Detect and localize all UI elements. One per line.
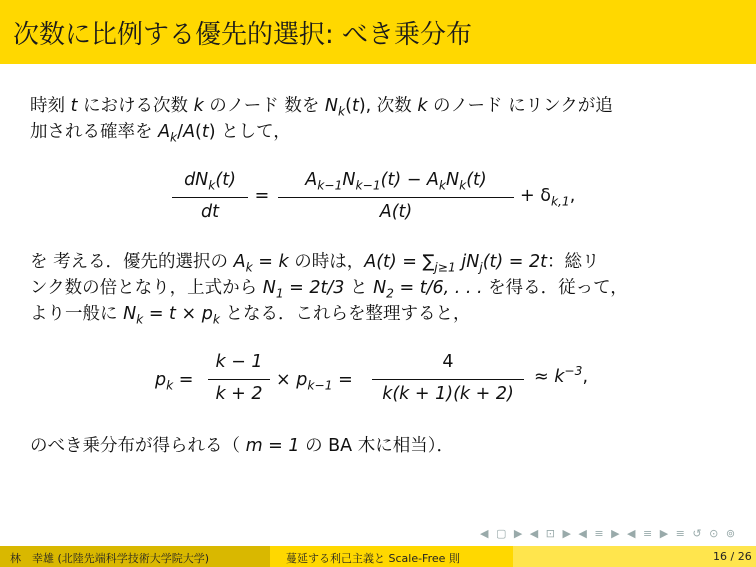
paragraph-2-line-3: より一般に $N_k = t \times p_k$ となる．これらを整理すると，: [30, 304, 471, 327]
navigation-controls[interactable]: ◀ ▢ ▶ ◀ ⊡ ▶ ◀ ≡ ▶ ◀ ≡ ▶ ≡ ↺ ⊙ ⊚: [480, 527, 738, 540]
eq2-lhs: $p_k$ =: [155, 370, 194, 393]
paragraph-2-line-1: を 考える．優先的選択の $A_k = k$ の時は，$A(t) = \sum_{j\ge 1}$ $jN_j(t) = 2t$：総リ: [30, 252, 600, 275]
paragraph-1-line-1: 時刻 t における次数 k のノード 数を $N_k(t)$, 次数 k のノード にリンクが追: [30, 96, 613, 119]
eq2-frac1-line: [208, 379, 270, 380]
footer: [0, 546, 756, 567]
eq1-lhs-fraction-line: [172, 197, 248, 198]
footer-page-number: 16 / 26: [713, 550, 752, 563]
eq1-lhs-denominator: dt: [201, 202, 219, 222]
eq2-frac2-line: [372, 379, 524, 380]
eq2-frac2-numerator: 4: [442, 352, 454, 372]
eq1-rhs-denominator: A(t): [379, 202, 413, 222]
title-bar: [0, 0, 756, 64]
eq1-rhs-numerator: $A_{k-1}N_{k-1}(t) - A_kN_k(t)$: [305, 170, 487, 193]
eq2-frac2-denominator: k(k + 1)(k + 2): [382, 384, 514, 404]
paragraph-2-line-2: ンク数の倍となり，上式から $N_1 = 2t/3$ と $N_2 = t/6$, . . . を得る．従って，: [30, 278, 628, 301]
eq2-approx-term: ≈ $k^{-3}$,: [534, 364, 589, 387]
footer-author-section: [0, 546, 270, 567]
eq1-equals: =: [254, 186, 270, 206]
eq2-times-term: × $p_{k-1}$ =: [276, 370, 353, 393]
footer-talk-title: 蔓延する利己主義と Scale-Free 則: [286, 552, 460, 565]
eq1-kronecker-term: + $\delta_{k,1}$,: [520, 186, 576, 209]
footer-page-section: [513, 546, 756, 567]
eq2-frac1-numerator: k − 1: [215, 352, 263, 372]
paragraph-3: のべき乗分布が得られる（ m = 1 の BA 木に相当）．: [30, 436, 454, 456]
footer-author: 林 幸雄 (北陸先端科学技術大学院大学): [10, 552, 210, 565]
eq2-frac1-denominator: k + 2: [215, 384, 263, 404]
paragraph-1-line-2: 加される確率を $A_k/A(t)$ として，: [30, 122, 291, 145]
eq1-rhs-fraction-line: [278, 197, 514, 198]
slide-title: 次数に比例する優先的選択: べき乗分布: [13, 20, 473, 50]
eq1-lhs-numerator: $dN_k(t)$: [184, 170, 236, 193]
footer-title-section: [270, 546, 513, 567]
